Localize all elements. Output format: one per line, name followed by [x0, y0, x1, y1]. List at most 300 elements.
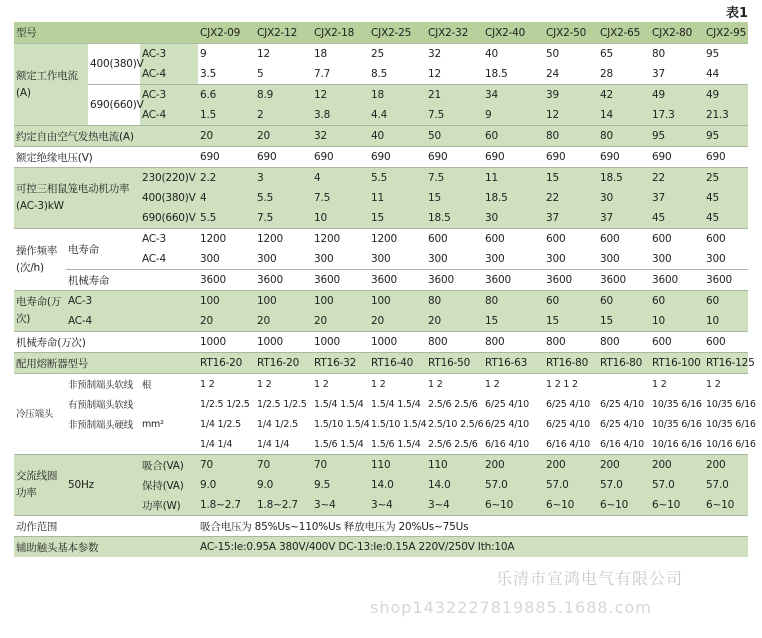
value-cell: 12 — [255, 44, 312, 65]
value-cell: 1.5/10 1.5/4 — [369, 414, 426, 434]
value-cell: 50 — [426, 126, 483, 147]
value-cell: 690 — [255, 147, 312, 168]
table-row — [14, 394, 748, 414]
value-cell: 18.5 — [483, 64, 544, 85]
value-cell: 2.2 — [198, 168, 255, 189]
table-row — [14, 374, 748, 395]
value-cell: 6~10 — [598, 495, 650, 516]
value-cell: 32 — [312, 126, 369, 147]
value-cell: 1/4 1/4 — [198, 434, 255, 455]
table-row — [14, 414, 748, 434]
model-name-cell: CJX2-50 — [544, 22, 598, 44]
value-cell: 300 — [198, 249, 255, 270]
value-cell: 37 — [650, 64, 704, 85]
value-cell: 15 — [598, 311, 650, 332]
rated-current-label: 额定工作电流(A) — [14, 44, 88, 126]
value-cell: 1.8~2.7 — [198, 495, 255, 516]
value-cell: 95 — [704, 126, 748, 147]
value-cell: 200 — [598, 455, 650, 476]
value-cell: 40 — [483, 44, 544, 65]
value-cell: 57.0 — [598, 475, 650, 495]
elec-life-label: 电寿命(万次) — [14, 291, 66, 332]
value-cell: 45 — [704, 208, 748, 229]
op-freq-label: 操作频率(次/h) — [14, 229, 66, 291]
value-cell: 12 — [544, 105, 598, 126]
category-label: AC-3 — [140, 85, 198, 106]
value-cell: 57.0 — [544, 475, 598, 495]
value-cell: 18 — [369, 85, 426, 106]
value-cell: 6/16 4/10 — [483, 434, 544, 455]
value-cell: 14.0 — [426, 475, 483, 495]
table-row — [14, 168, 748, 189]
value-cell: 800 — [426, 332, 483, 353]
value-cell: 4 — [198, 188, 255, 208]
value-cell: 200 — [544, 455, 598, 476]
thermal-current-label: 约定自由空气发热电流(A) — [14, 126, 198, 147]
value-cell: 1 2 — [483, 374, 544, 395]
value-cell: 6~10 — [544, 495, 598, 516]
value-cell: 10/35 6/16 — [704, 394, 748, 414]
model-header: 型号 — [14, 22, 198, 44]
value-cell: 6/25 4/10 — [598, 414, 650, 434]
table-label: 表1 — [725, 6, 748, 21]
value-cell: 1.5/4 1.5/4 — [369, 394, 426, 414]
value-cell: 5.5 — [198, 208, 255, 229]
value-cell: 18.5 — [426, 208, 483, 229]
value-cell: 690 — [369, 147, 426, 168]
value-cell: 1 2 — [426, 374, 483, 395]
insulation-voltage-label: 额定绝缘电压(V) — [14, 147, 198, 168]
aux-contact-text: AC-15:Ie:0.95A 380V/400V DC-13:Ie:0.15A 220V/250V Ith:10A — [198, 537, 748, 558]
value-cell: 1/4 1/2.5 — [198, 414, 255, 434]
value-cell: RT16-63 — [483, 353, 544, 374]
category-label: AC-4 — [66, 311, 198, 332]
value-cell: 1 2 — [704, 374, 748, 395]
value-cell: 1200 — [369, 229, 426, 250]
value-cell: 10/35 6/16 — [650, 394, 704, 414]
value-cell: 600 — [544, 229, 598, 250]
value-cell: 1.5/6 1.5/4 — [369, 434, 426, 455]
value-cell: 800 — [544, 332, 598, 353]
value-cell: 18 — [312, 44, 369, 65]
value-cell: 11 — [369, 188, 426, 208]
value-cell: 1.8~2.7 — [255, 495, 312, 516]
value-cell: 9.0 — [198, 475, 255, 495]
value-cell: 60 — [598, 291, 650, 312]
table-row — [14, 311, 748, 332]
value-cell: 100 — [369, 291, 426, 312]
value-cell: 1 2 — [312, 374, 369, 395]
value-cell: 8.5 — [369, 64, 426, 85]
value-cell: 11 — [483, 168, 544, 189]
value-cell: 1000 — [198, 332, 255, 353]
value-cell: 690 — [650, 147, 704, 168]
action-range-label: 动作范围 — [14, 516, 198, 537]
value-cell: 1 2 — [369, 374, 426, 395]
value-cell: 9.0 — [255, 475, 312, 495]
value-cell: 600 — [650, 332, 704, 353]
value-cell: 100 — [312, 291, 369, 312]
value-cell: RT16-80 — [544, 353, 598, 374]
value-cell: 3600 — [544, 270, 598, 291]
voltage-label: 400(380)V — [88, 44, 140, 85]
value-cell: 1000 — [255, 332, 312, 353]
value-cell: 22 — [650, 168, 704, 189]
value-cell: 70 — [312, 455, 369, 476]
value-cell: 57.0 — [483, 475, 544, 495]
value-cell: 600 — [704, 332, 748, 353]
value-cell: 95 — [650, 126, 704, 147]
value-cell: 300 — [483, 249, 544, 270]
value-cell: 300 — [598, 249, 650, 270]
value-cell: 2.5/10 2.5/6 — [426, 414, 483, 434]
table-row — [14, 516, 748, 537]
mech-life-sublabel: 机械寿命 — [66, 270, 198, 291]
value-cell: 6/25 4/10 — [483, 414, 544, 434]
value-cell: 1.5/10 1.5/4 — [312, 414, 369, 434]
value-cell: 3600 — [598, 270, 650, 291]
value-cell: 6~10 — [704, 495, 748, 516]
value-cell: 34 — [483, 85, 544, 106]
value-cell: 70 — [198, 455, 255, 476]
value-cell: 690 — [598, 147, 650, 168]
value-cell: 1 2 — [198, 374, 255, 395]
value-cell: 15 — [369, 208, 426, 229]
value-cell: 80 — [483, 291, 544, 312]
value-cell: 1200 — [255, 229, 312, 250]
value-cell: 6.6 — [198, 85, 255, 106]
value-cell: 10/35 6/16 — [650, 414, 704, 434]
value-cell: 32 — [426, 44, 483, 65]
value-cell: 21 — [426, 85, 483, 106]
terminal-type: 非预制端头硬线 — [66, 414, 140, 434]
value-cell: 80 — [598, 126, 650, 147]
value-cell: 49 — [650, 85, 704, 106]
value-cell: 80 — [544, 126, 598, 147]
value-cell: 40 — [369, 126, 426, 147]
value-cell: 6/25 4/10 — [544, 414, 598, 434]
value-cell: 39 — [544, 85, 598, 106]
value-cell: 6/25 4/10 — [598, 394, 650, 414]
value-cell: 1.5/6 1.5/4 — [312, 434, 369, 455]
value-cell: 5.5 — [369, 168, 426, 189]
empty-cell — [66, 434, 140, 455]
voltage-label: 400(380)V — [140, 188, 198, 208]
value-cell: 3600 — [198, 270, 255, 291]
value-cell: 1000 — [369, 332, 426, 353]
value-cell: 1/2.5 1/2.5 — [255, 394, 312, 414]
value-cell: 3~4 — [312, 495, 369, 516]
value-cell: 6/25 4/10 — [544, 394, 598, 414]
value-cell: 7.5 — [426, 105, 483, 126]
value-cell: 70 — [255, 455, 312, 476]
value-cell: 3~4 — [369, 495, 426, 516]
action-range-text: 吸合电压为 85%Us~110%Us 释放电压为 20%Us~75Us — [198, 516, 748, 537]
value-cell: 57.0 — [650, 475, 704, 495]
table-row — [14, 229, 748, 250]
table-row — [14, 85, 748, 106]
hold-label: 保持(VA) — [140, 475, 198, 495]
value-cell: 7.7 — [312, 64, 369, 85]
value-cell: 37 — [650, 188, 704, 208]
value-cell: 300 — [369, 249, 426, 270]
value-cell: 690 — [426, 147, 483, 168]
unit-label: mm² — [140, 394, 198, 455]
value-cell: 60 — [483, 126, 544, 147]
value-cell: 14 — [598, 105, 650, 126]
elec-life-sublabel: 电寿命 — [66, 229, 140, 270]
value-cell: 300 — [704, 249, 748, 270]
value-cell: 10/16 6/16 — [650, 434, 704, 455]
value-cell: 15 — [426, 188, 483, 208]
value-cell: 50 — [544, 44, 598, 65]
value-cell: 3600 — [650, 270, 704, 291]
model-name-cell: CJX2-12 — [255, 22, 312, 44]
value-cell: 1.5/4 1.5/4 — [312, 394, 369, 414]
value-cell: RT16-100 — [650, 353, 704, 374]
value-cell: 49 — [704, 85, 748, 106]
value-cell: 200 — [704, 455, 748, 476]
value-cell: 1 2 — [650, 374, 704, 395]
table-row — [14, 126, 748, 147]
value-cell: 17.3 — [650, 105, 704, 126]
value-cell: 7.5 — [426, 168, 483, 189]
value-cell: 21.3 — [704, 105, 748, 126]
value-cell: 3600 — [704, 270, 748, 291]
value-cell: 1200 — [198, 229, 255, 250]
value-cell: 600 — [650, 229, 704, 250]
value-cell: 100 — [255, 291, 312, 312]
value-cell: RT16-20 — [255, 353, 312, 374]
value-cell: 20 — [198, 311, 255, 332]
value-cell: 690 — [198, 147, 255, 168]
value-cell: 690 — [312, 147, 369, 168]
table-row — [14, 270, 748, 291]
value-cell: 37 — [544, 208, 598, 229]
value-cell: 3600 — [312, 270, 369, 291]
value-cell: 30 — [598, 188, 650, 208]
table-row — [14, 537, 748, 558]
value-cell: 9 — [483, 105, 544, 126]
coil-label: 交流线圈功率 — [14, 455, 66, 516]
value-cell: 300 — [255, 249, 312, 270]
value-cell: 65 — [598, 44, 650, 65]
value-cell: 1/4 1/4 — [255, 434, 312, 455]
value-cell: 4.4 — [369, 105, 426, 126]
value-cell: 600 — [704, 229, 748, 250]
aux-contact-label: 辅助触头基本参数 — [14, 537, 198, 558]
value-cell: 100 — [198, 291, 255, 312]
watermark: 乐清市宣鸿电气有限公司 — [496, 569, 684, 588]
value-cell: 110 — [369, 455, 426, 476]
table-row — [14, 434, 748, 455]
value-cell: 7.5 — [255, 208, 312, 229]
value-cell: 1200 — [312, 229, 369, 250]
value-cell: 6~10 — [650, 495, 704, 516]
table-row — [14, 44, 748, 65]
model-name-cell: CJX2-40 — [483, 22, 544, 44]
value-cell: 9.5 — [312, 475, 369, 495]
value-cell: 37 — [598, 208, 650, 229]
value-cell: 1 2 — [255, 374, 312, 395]
terminal-type: 非预制端头软线 — [66, 374, 140, 395]
category-label: AC-3 — [66, 291, 198, 312]
value-cell: 7.5 — [312, 188, 369, 208]
value-cell: 60 — [704, 291, 748, 312]
value-cell: 3600 — [426, 270, 483, 291]
category-label: AC-3 — [140, 44, 198, 65]
category-label: AC-4 — [140, 64, 198, 85]
value-cell: 80 — [426, 291, 483, 312]
value-cell: 6/25 4/10 — [483, 394, 544, 414]
value-cell: 110 — [426, 455, 483, 476]
value-cell: RT16-80 — [598, 353, 650, 374]
value-cell: 20 — [255, 311, 312, 332]
value-cell: RT16-125 — [704, 353, 748, 374]
value-cell: 42 — [598, 85, 650, 106]
value-cell: 2.5/6 2.5/6 — [426, 434, 483, 455]
value-cell: RT16-40 — [369, 353, 426, 374]
value-cell: 15 — [483, 311, 544, 332]
value-cell: RT16-32 — [312, 353, 369, 374]
value-cell — [598, 374, 650, 395]
value-cell: 20 — [255, 126, 312, 147]
frequency-label: 50Hz — [66, 455, 140, 516]
value-cell: 6/16 4/10 — [598, 434, 650, 455]
value-cell: 3 — [255, 168, 312, 189]
value-cell: 60 — [650, 291, 704, 312]
value-cell: 300 — [544, 249, 598, 270]
value-cell: 80 — [650, 44, 704, 65]
value-cell: 1000 — [312, 332, 369, 353]
category-label: AC-3 — [140, 229, 198, 250]
value-cell: 600 — [426, 229, 483, 250]
category-label: AC-4 — [140, 105, 198, 126]
value-cell: 1/4 1/2.5 — [255, 414, 312, 434]
value-cell: 10 — [650, 311, 704, 332]
value-cell: 22 — [544, 188, 598, 208]
value-cell: 60 — [544, 291, 598, 312]
mech-life-label: 机械寿命(万次) — [14, 332, 198, 353]
value-cell: 14.0 — [369, 475, 426, 495]
value-cell: 3600 — [483, 270, 544, 291]
spec-table — [14, 22, 756, 557]
model-name-cell: CJX2-25 — [369, 22, 426, 44]
value-cell: 45 — [704, 188, 748, 208]
value-cell: 20 — [369, 311, 426, 332]
value-cell: 200 — [483, 455, 544, 476]
value-cell: 6~10 — [483, 495, 544, 516]
value-cell: 30 — [483, 208, 544, 229]
value-cell: 690 — [483, 147, 544, 168]
value-cell: 5 — [255, 64, 312, 85]
value-cell: 1.5 — [198, 105, 255, 126]
watermark-url: shop1432227819885.1688.com — [370, 598, 652, 617]
value-cell: 28 — [598, 64, 650, 85]
terminal-label: 冷压端头 — [14, 374, 66, 455]
model-name-cell: CJX2-65 — [598, 22, 650, 44]
value-cell: 300 — [426, 249, 483, 270]
table-row — [14, 353, 748, 374]
value-cell: 25 — [704, 168, 748, 189]
value-cell: 25 — [369, 44, 426, 65]
value-cell: 3600 — [369, 270, 426, 291]
model-name-cell: CJX2-80 — [650, 22, 704, 44]
value-cell: 300 — [312, 249, 369, 270]
value-cell: RT16-20 — [198, 353, 255, 374]
value-cell: 3.5 — [198, 64, 255, 85]
model-name-cell: CJX2-32 — [426, 22, 483, 44]
value-cell: 600 — [598, 229, 650, 250]
value-cell: 44 — [704, 64, 748, 85]
motor-power-label: 可控三相鼠笼电动机功率(AC-3)kW — [14, 168, 140, 229]
value-cell: 15 — [544, 168, 598, 189]
value-cell: 690 — [544, 147, 598, 168]
value-cell: 2.5/6 2.5/6 — [426, 394, 483, 414]
table-row — [14, 332, 748, 353]
value-cell: 12 — [312, 85, 369, 106]
value-cell: 1 2 1 2 — [544, 374, 598, 395]
value-cell: 1/2.5 1/2.5 — [198, 394, 255, 414]
value-cell: 3.8 — [312, 105, 369, 126]
table-row — [14, 291, 748, 312]
value-cell: 690 — [704, 147, 748, 168]
value-cell: 8.9 — [255, 85, 312, 106]
value-cell: RT16-50 — [426, 353, 483, 374]
model-name-cell: CJX2-18 — [312, 22, 369, 44]
value-cell: 800 — [483, 332, 544, 353]
value-cell: 2 — [255, 105, 312, 126]
value-cell: 800 — [598, 332, 650, 353]
terminal-type: 有预制端头软线 — [66, 394, 140, 414]
value-cell: 95 — [704, 44, 748, 65]
value-cell: 18.5 — [483, 188, 544, 208]
value-cell: 20 — [312, 311, 369, 332]
model-name-cell: CJX2-95 — [704, 22, 748, 44]
value-cell: 9 — [198, 44, 255, 65]
voltage-label: 230(220)V — [140, 168, 198, 189]
value-cell: 18.5 — [598, 168, 650, 189]
value-cell: 200 — [650, 455, 704, 476]
value-cell: 57.0 — [704, 475, 748, 495]
value-cell: 20 — [426, 311, 483, 332]
model-name-cell: CJX2-09 — [198, 22, 255, 44]
value-cell: 24 — [544, 64, 598, 85]
root-label: 根 — [140, 374, 198, 395]
value-cell: 3600 — [255, 270, 312, 291]
category-label: AC-4 — [140, 249, 198, 270]
value-cell: 10 — [312, 208, 369, 229]
value-cell: 600 — [483, 229, 544, 250]
value-cell: 10/35 6/16 — [704, 414, 748, 434]
value-cell: 45 — [650, 208, 704, 229]
voltage-label: 690(660)V — [140, 208, 198, 229]
fuse-label: 配用熔断器型号 — [14, 353, 198, 374]
value-cell: 12 — [426, 64, 483, 85]
value-cell: 4 — [312, 168, 369, 189]
value-cell: 300 — [650, 249, 704, 270]
power-label: 功率(W) — [140, 495, 198, 516]
value-cell: 5.5 — [255, 188, 312, 208]
value-cell: 10 — [704, 311, 748, 332]
table-row — [14, 147, 748, 168]
table-row — [14, 455, 748, 476]
value-cell: 10/16 6/16 — [704, 434, 748, 455]
pickup-label: 吸合(VA) — [140, 455, 198, 476]
value-cell: 6/16 4/10 — [544, 434, 598, 455]
table-row — [14, 22, 748, 44]
voltage-label: 690(660)V — [88, 85, 140, 126]
